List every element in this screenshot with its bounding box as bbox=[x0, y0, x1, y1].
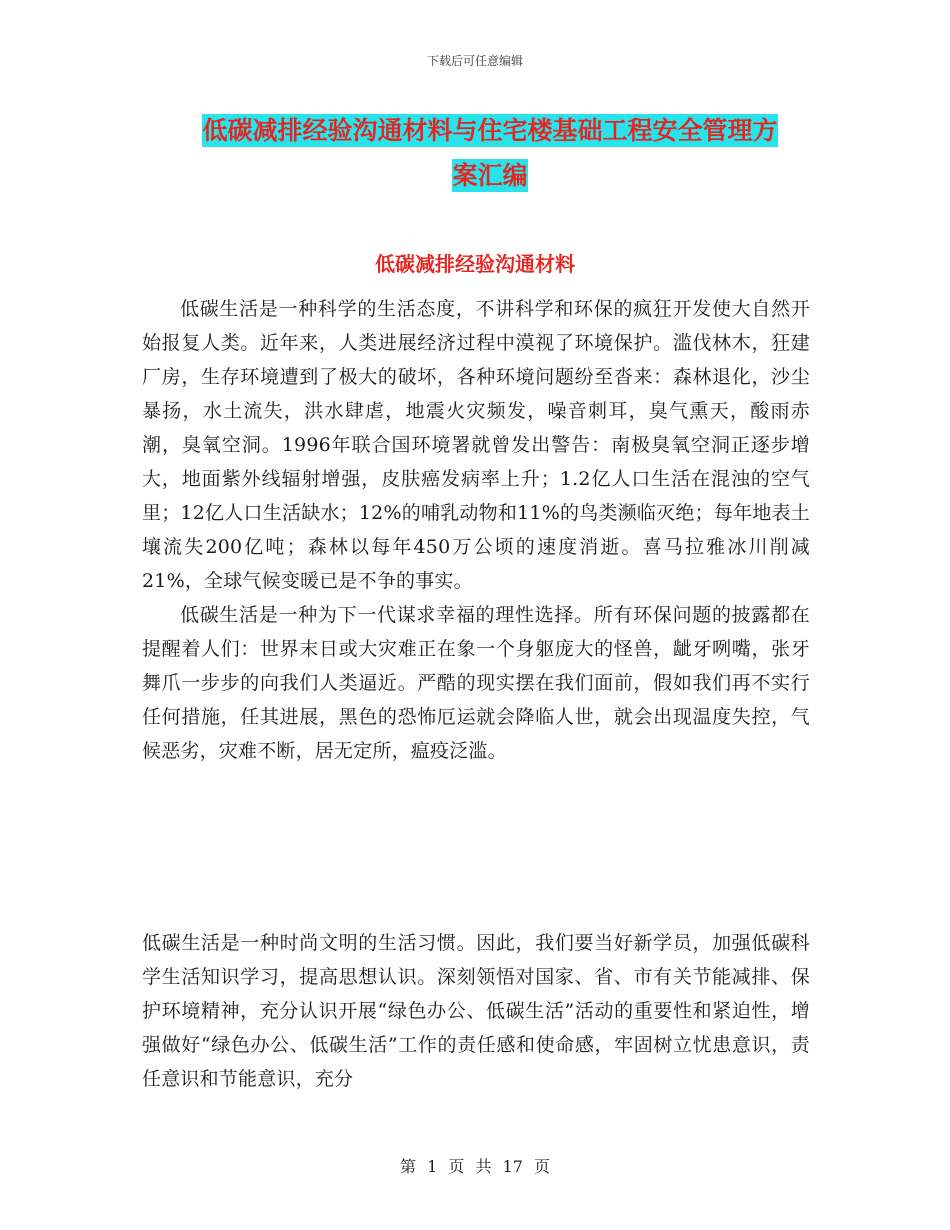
document-title bbox=[140, 108, 840, 198]
paragraph-1: 低碳生活是一种科学的生活态度，不讲科学和环保的疯狂开发使大自然开始报复人类。近年来，人类进展经济过程中漠视了环境保护。滥伐林木，狂建厂房，生存环境遭到了极大的破坏，各种环境问题纷至沓来：森林退化，沙尘暴扬，水土流失，洪水肆虐，地震火灾频发，噪音刺耳，臭气熏天，酸雨赤潮，臭氧空洞。1996年联合国环境署就曾发出警告：南极臭氧空洞正逐步增大，地面紫外线辐射增强，皮肤癌发病率上升；1.2亿人口生活在混浊的空气里；12亿人口生活缺水；12%的哺乳动物和11%的鸟类濒临灭绝；每年地表土壤流失200亿吨；森林以每年450万公顷的速度消逝。喜马拉雅冰川削减21%，全球气候变暖已是不争的事实。 bbox=[142, 298, 810, 592]
document-title-line-1: 低碳减排经验沟通材料与住宅楼基础工程安全管理方 bbox=[202, 116, 778, 145]
section-title: 低碳减排经验沟通材料 bbox=[375, 252, 575, 276]
body-text-block-1 bbox=[142, 292, 810, 768]
document-title-line-2: 案汇编 bbox=[452, 161, 528, 190]
paragraph-3: 低碳生活是一种时尚文明的生活习惯。因此，我们要当好新学员，加强低碳科学生活知识学习，提高思想认识。深刻领悟对国家、省、市有关节能减排、保护环境精神，充分认识开展“绿色办公、低碳生活”活动的重要性和紧迫性，增强做好“绿色办公、低碳生活”工作的责任感和使命感，牢固树立忧患意识，责任意识和节能意识，充分 bbox=[142, 932, 810, 1090]
body-text-block-2 bbox=[142, 926, 810, 1096]
paragraph-2: 低碳生活是一种为下一代谋求幸福的理性选择。所有环保问题的披露都在提醒着人们：世界末日或大灾难正在象一个身躯庞大的怪兽，龇牙咧嘴，张牙舞爪一步步的向我们人类逼近。严酷的现实摆在我们面前，假如我们再不实行任何措施，任其进展，黑色的恐怖厄运就会降临人世，就会出现温度失控，气候恶劣，灾难不断，居无定所，瘟疫泛滥。 bbox=[142, 604, 810, 762]
header-note: 下载后可任意编辑 bbox=[426, 54, 523, 68]
page-footer: 第 1 页 共 17 页 bbox=[400, 1157, 550, 1176]
